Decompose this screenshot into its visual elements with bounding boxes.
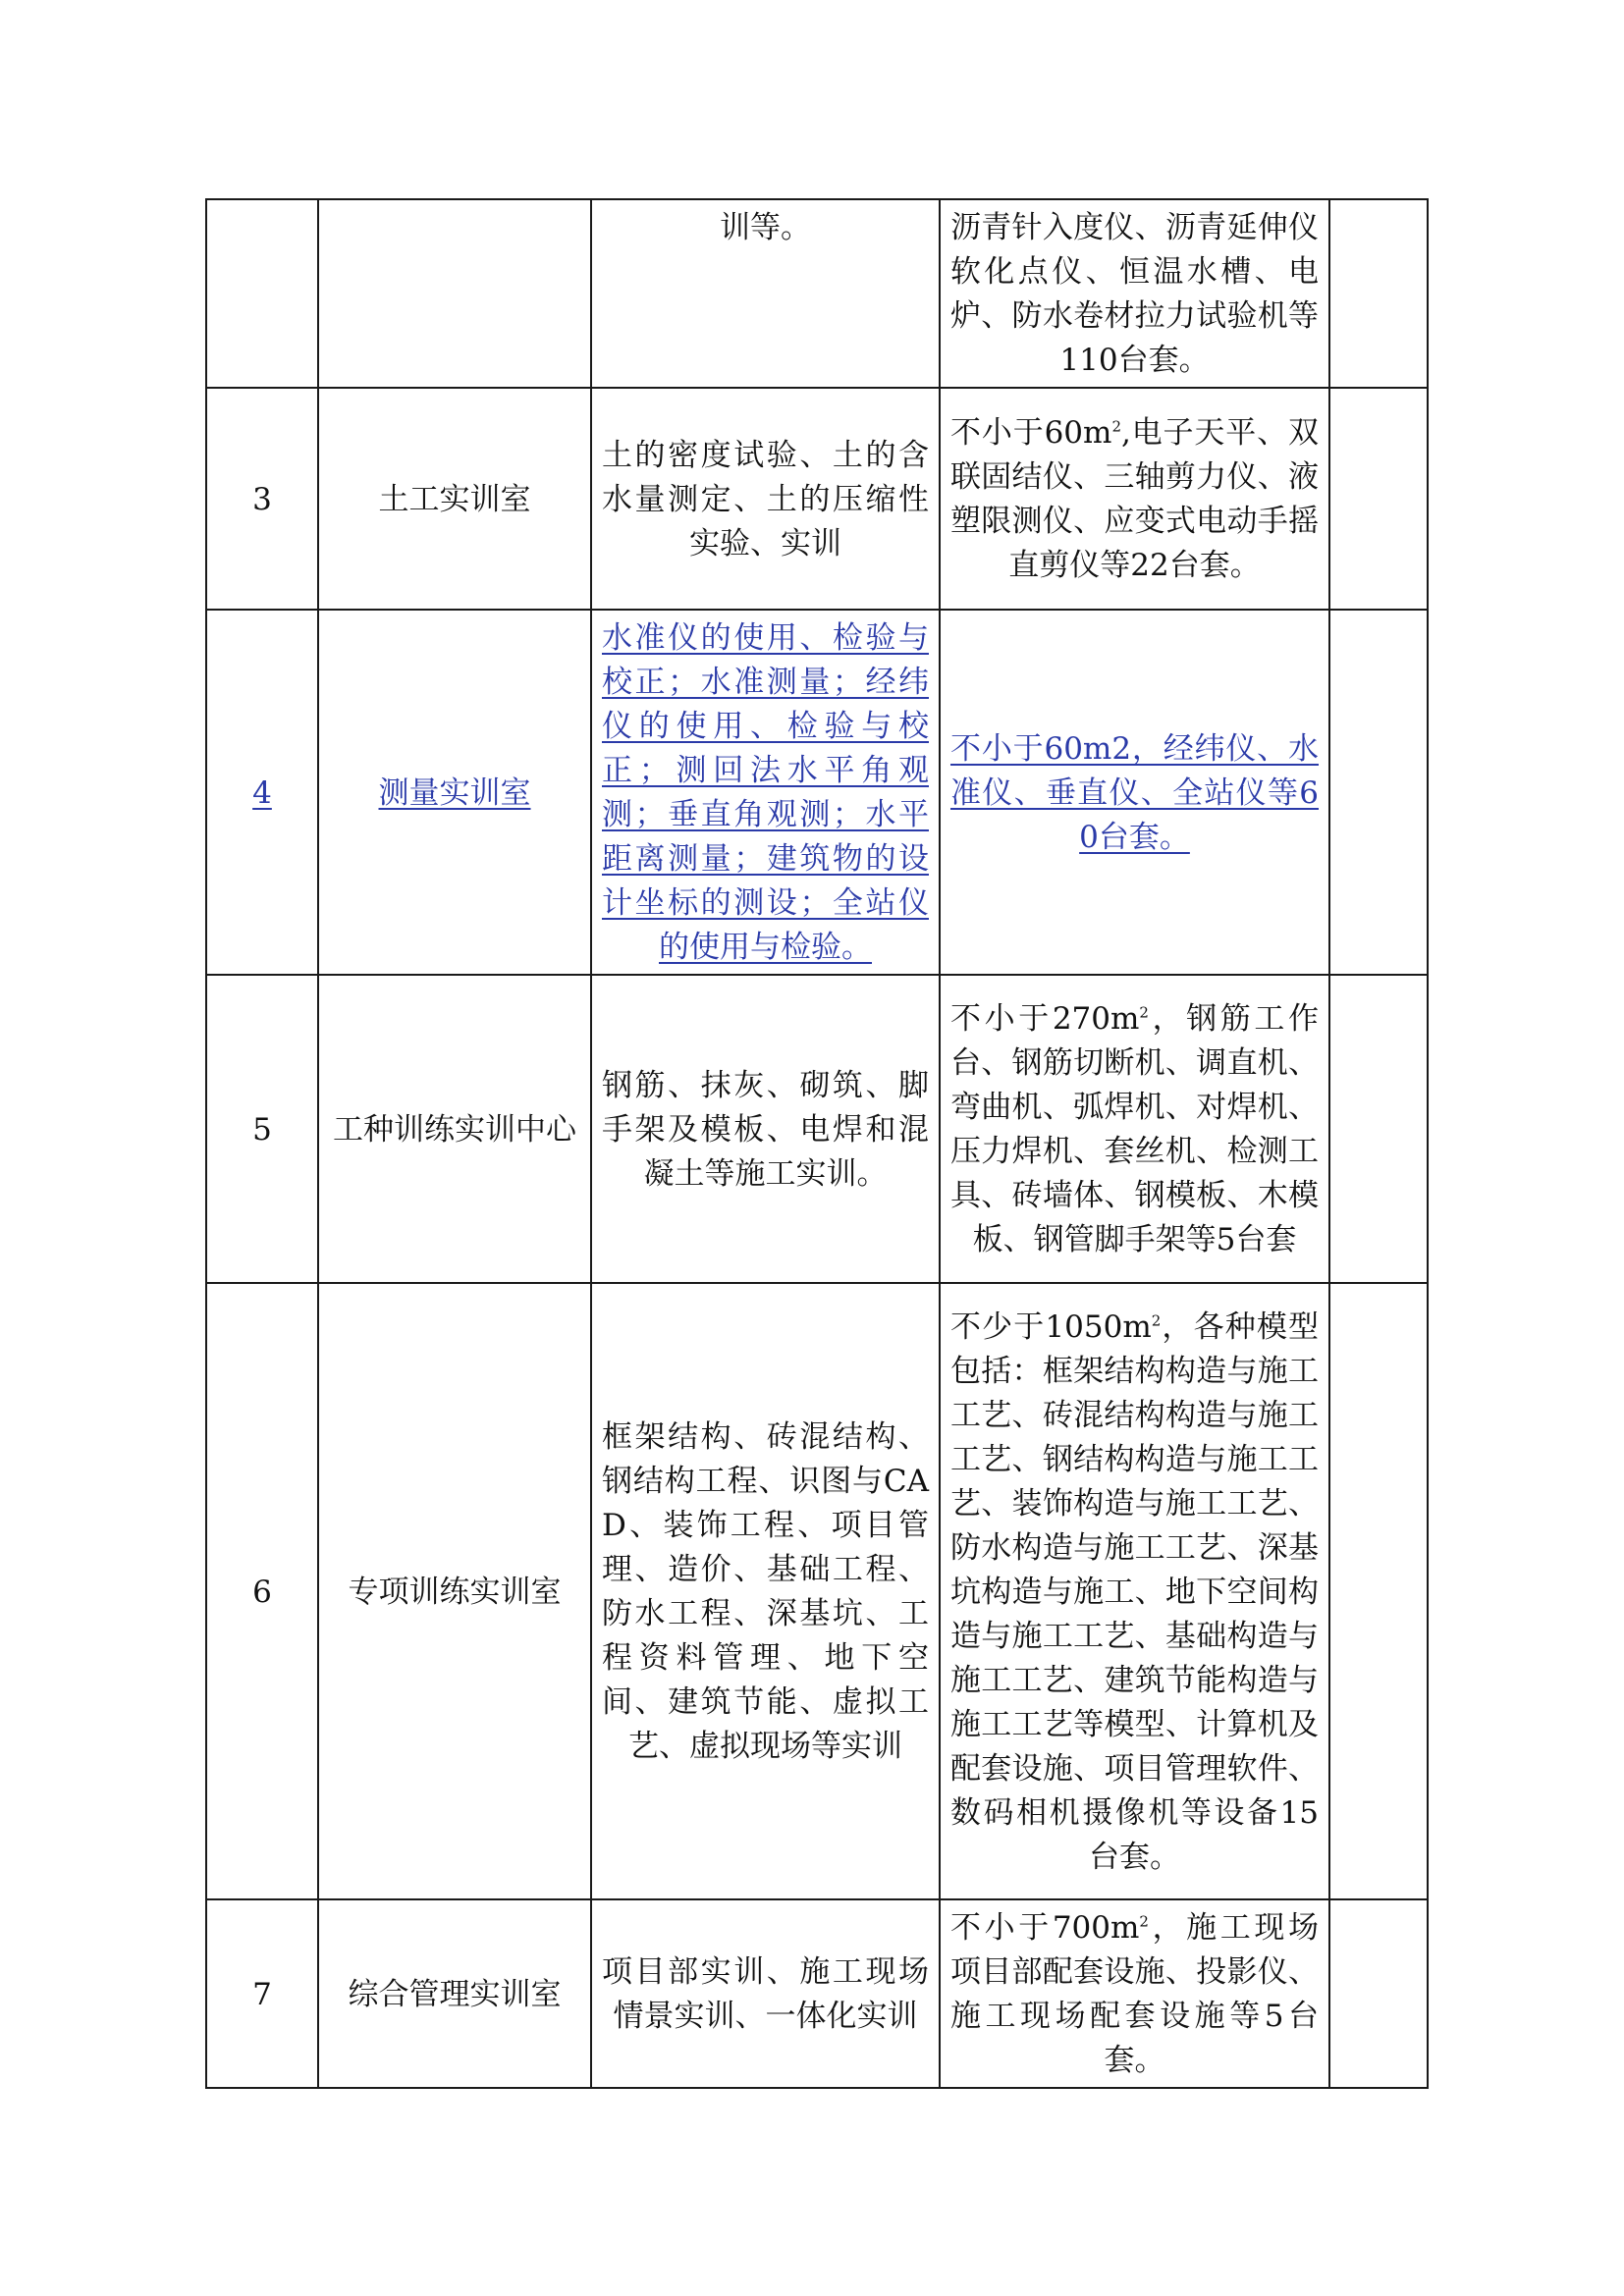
note-cell (1329, 975, 1428, 1283)
training-content-cell (591, 1899, 940, 2088)
row-number-cell: 7 (206, 1899, 318, 2088)
equipment-cell (940, 975, 1329, 1283)
table-row (206, 610, 1428, 975)
room-name-cell: 综合管理实训室 (318, 1899, 591, 2088)
row-number-cell: 5 (206, 975, 318, 1283)
equipment-text: ，各种模型包括：框架结构构造与施工工艺、砖混结构构造与施工工艺、钢结构构造与施工工艺、装饰构造与施工工艺、防水构造与施工工艺、深基坑构造与施工、地下空间构造与施工工艺、基础构造与施工工艺、建筑节能构造与施工工艺等模型、计算机及配套设施、项目管理软件、数码相机摄像机等设备15台套。 (950, 1308, 1320, 1875)
row-number-cell (206, 610, 318, 975)
training-content-cell (591, 388, 940, 610)
note-cell (1329, 610, 1428, 975)
equipment-text: ,电子天平、双联固结仪、三轴剪力仪、液塑限测仪、应变式电动手摇直剪仪等22台套。 (950, 415, 1320, 583)
note-cell (1329, 1283, 1428, 1899)
training-content-link[interactable]: 水准仪的使用、检验与校正；水准测量；经纬仪的使用、检验与校正；测回法水平角观测；垂直角观测；水平距离测量；建筑物的设计坐标的测设；全站仪的使用与检验。 (602, 620, 929, 965)
training-content-cell (591, 975, 940, 1283)
note-cell (1329, 199, 1428, 388)
area-text: 不小于700m (950, 1910, 1140, 1946)
training-content-text: 框架结构、砖混结构、钢结构工程、识图与CAD、装饰工程、项目管理、造价、基础工程、防水工程、深基坑、工程资料管理、地下空间、建筑节能、虚拟工艺、虚拟现场等实训 (602, 1419, 929, 1764)
equipment-cell (940, 610, 1329, 975)
area-text: 不少于1050m (950, 1308, 1152, 1345)
equipment-link[interactable]: 不小于60m2，经纬仪、水准仪、垂直仪、全站仪等60台套。 (950, 730, 1319, 855)
row-number-link[interactable]: 4 (252, 774, 272, 811)
room-name-cell: 专项训练实训室 (318, 1283, 591, 1899)
area-superscript: 2 (1139, 1003, 1149, 1022)
table-row (206, 1899, 1428, 2088)
room-name-link[interactable]: 测量实训室 (378, 774, 531, 811)
area-superscript: 2 (1151, 1311, 1162, 1330)
area-superscript: 2 (1139, 1912, 1149, 1931)
row-number-cell: 3 (206, 388, 318, 610)
training-content-cell (591, 1283, 940, 1899)
row-number-cell (206, 199, 318, 388)
equipment-cell (940, 1899, 1329, 2088)
equipment-cell (940, 1283, 1329, 1899)
training-content-text: 项目部实训、施工现场情景实训、一体化实训 (602, 1954, 929, 2034)
area-superscript: 2 (1111, 417, 1121, 436)
training-content-text: 钢筋、抹灰、砌筑、脚手架及模板、电焊和混凝土等施工实训。 (602, 1067, 929, 1192)
table-row (206, 199, 1428, 388)
equipment-cell (940, 199, 1329, 388)
note-cell (1329, 388, 1428, 610)
room-name-cell: 土工实训室 (318, 388, 591, 610)
equipment-cell (940, 388, 1329, 610)
room-name-cell: 工种训练实训中心 (318, 975, 591, 1283)
training-facilities-table (205, 198, 1429, 2089)
equipment-text: 沥青针入度仪、沥青延伸仪软化点仪、恒温水槽、电炉、防水卷材拉力试验机等110台套。 (950, 210, 1319, 378)
equipment-text: ，施工现场项目部配套设施、投影仪、施工现场配套设施等5台套。 (950, 1910, 1319, 2078)
area-text: 不小于270m (950, 1001, 1140, 1037)
table-row (206, 975, 1428, 1283)
equipment-text: ，钢筋工作台、钢筋切断机、调直机、弯曲机、弧焊机、对焊机、压力焊机、套丝机、检测工具、砖墙体、钢模板、木模板、钢管脚手架等5台套 (950, 1001, 1319, 1257)
table-row (206, 388, 1428, 610)
table-row (206, 1283, 1428, 1899)
note-cell (1329, 1899, 1428, 2088)
room-name-cell (318, 199, 591, 388)
training-content-text: 训等。 (720, 210, 811, 245)
area-text: 不小于60m (950, 415, 1112, 451)
room-name-cell (318, 610, 591, 975)
training-content-text: 土的密度试验、土的含水量测定、土的压缩性实验、实训 (602, 437, 929, 561)
training-content-cell (591, 199, 940, 388)
row-number-cell: 6 (206, 1283, 318, 1899)
training-content-cell (591, 610, 940, 975)
